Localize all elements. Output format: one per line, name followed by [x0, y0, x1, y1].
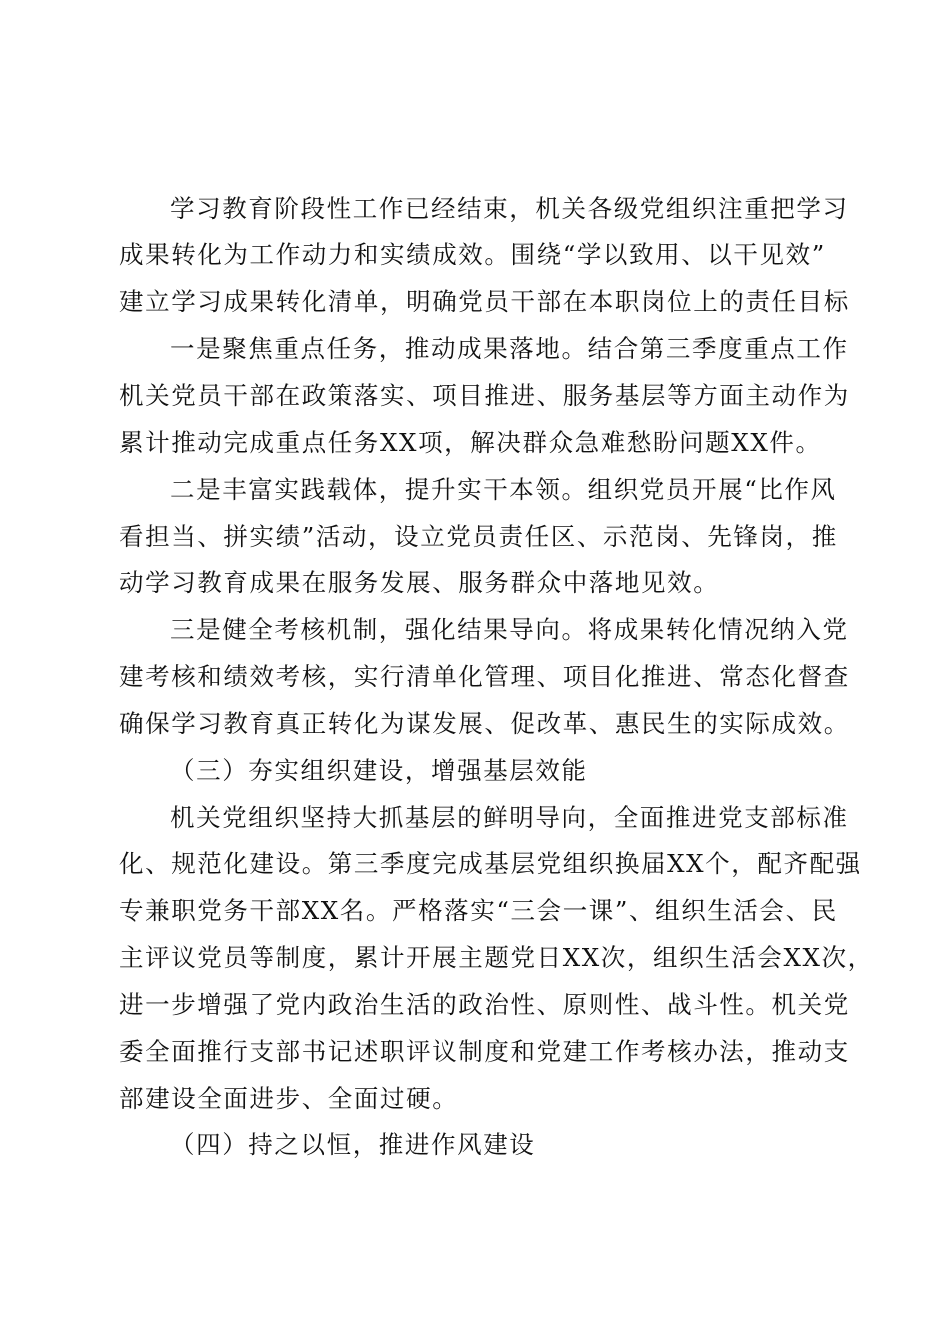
paragraph-line: 三是健全考核机制，强化结果导向。将成果转化情况纳入党: [170, 615, 849, 644]
paragraph-line: 进一步增强了党内政治生活的政治性、原则性、战斗性。机关党: [119, 990, 850, 1019]
paragraph-line: 累计推动完成重点任务XX项，解决群众急难愁盼问题XX件。: [119, 428, 822, 457]
paragraph-line: 一是聚焦重点任务，推动成果落地。结合第三季度重点工作: [170, 334, 849, 363]
paragraph-line: 机关党组织坚持大抓基层的鲜明导向，全面推进党支部标准: [170, 803, 849, 832]
paragraph-line: 确保学习教育真正转化为谋发展、促改革、惠民生的实际成效。: [119, 709, 850, 738]
paragraph-line: 化、规范化建设。第三季度完成基层党组织换届XX个，配齐配强: [119, 849, 862, 878]
paragraph-line: 委全面推行支部书记述职评议制度和党建工作考核办法，推动支: [119, 1037, 850, 1066]
paragraph-line: 建考核和绩效考核，实行清单化管理、项目化推进、常态化督查: [119, 662, 850, 691]
paragraph-line: 建立学习成果转化清单，明确党员干部在本职岗位上的责任目标: [119, 287, 850, 316]
paragraph-line: 专兼职党务干部XX名。严格落实“三会一课”、组织生活会、民: [119, 896, 838, 925]
paragraph-line: 部建设全面进步、全面过硬。: [119, 1084, 459, 1113]
paragraph-line: 主评议党员等制度，累计开展主题党日XX次，组织生活会XX次，: [119, 943, 874, 972]
paragraph-line: 机关党员干部在政策落实、项目推进、服务基层等方面主动作为: [119, 381, 850, 410]
section-heading: （四）持之以恒，推进作风建设: [170, 1130, 536, 1159]
section-heading: （三）夯实组织建设，增强基层效能: [170, 756, 588, 785]
paragraph-line: 成果转化为工作动力和实绩成效。围绕“学以致用、以干见效”: [119, 240, 826, 269]
paragraph-line: 动学习教育成果在服务发展、服务群众中落地见效。: [119, 568, 720, 597]
paragraph-line: 看担当、拼实绩”活动，设立党员责任区、示范岗、先锋岗，推: [119, 522, 838, 551]
paragraph-line: 二是丰富实践载体，提升实干本领。组织党员开展“比作风: [170, 475, 837, 504]
paragraph-line: 学习教育阶段性工作已经结束，机关各级党组织注重把学习: [170, 194, 849, 223]
